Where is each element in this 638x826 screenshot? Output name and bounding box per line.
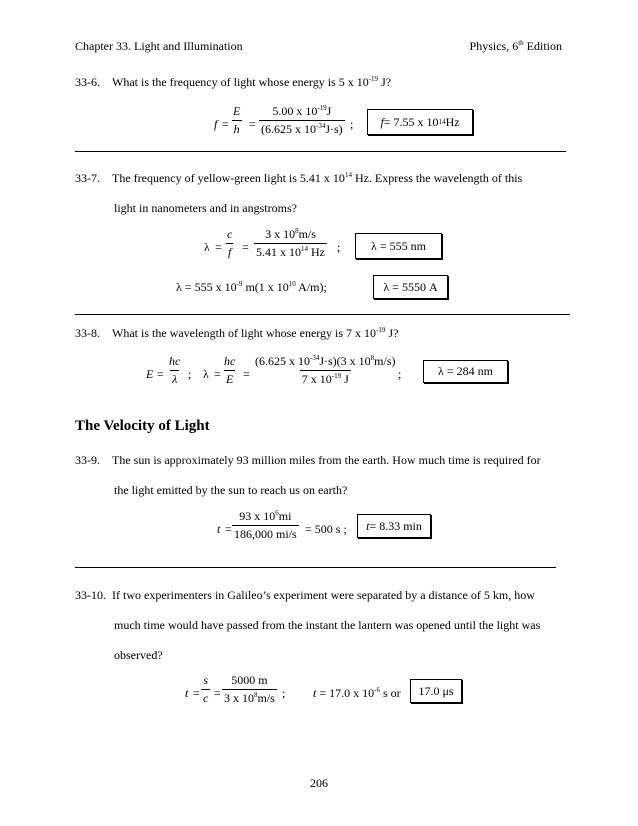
angstrom-conversion: λ = 555 x $10^{-9}$ m(1 x $10^{10}$ A/m);: [176, 280, 327, 294]
fraction-wavelength-computation: $\frac{(6.625 x 10^{-34}J\cdot s)(3 x 10^8m/s)}{7 x 10^{-19} J}$: [255, 354, 396, 386]
problem-33-8-question: 33-8. What is the wavelength of light whose energy is 7 x $10^{-19}$ J?: [75, 326, 399, 340]
page-number: 206: [310, 776, 328, 790]
fraction-energy-over-planck: $\frac{5.00 x 10^{-19}J}{(6.625 x 10^{-34}J\cdot s)}$: [261, 104, 343, 136]
problem-33-10-question-line3: observed?: [114, 648, 163, 662]
problem-33-10-question-line1: 33-10. If two experimenters in Galileo’s experiment were separated by a distance of 5 km, how: [75, 588, 535, 602]
fraction-c-over-frequency: $\frac{3 x 10^8m/s}{5.41 x 10^{14} Hz}$: [256, 227, 325, 259]
fraction-hc-over-lambda: $\frac{hc}{\lambda}$: [169, 354, 181, 386]
problem-number: 33-7.: [75, 171, 100, 185]
problem-33-7-question-line1: 33-7. The frequency of yellow-green light is 5.41 x $10^{14}$ Hz. Express the wavelength of this: [75, 171, 523, 185]
fraction-distance-over-speed: $\frac{93 x 10^6mi}{186,000 mi/s}$: [234, 509, 297, 541]
problem-33-7-question-line2: light in nanometers and in angstroms?: [114, 201, 297, 215]
problem-number: 33-10.: [75, 588, 106, 602]
problem-number: 33-6.: [75, 75, 100, 89]
answer-box-33-9: t = 8.33 min: [357, 514, 431, 538]
problem-33-9-question-line1: 33-9. The sun is approximately 93 million miles from the earth. How much time is required for: [75, 453, 541, 467]
fraction-c-over-f: $\frac{c}{f}$: [227, 227, 233, 259]
time-result: t = 17.0 x $10^{-6}$ s or: [313, 686, 401, 700]
fraction-s-over-c: $\frac{s}{c}$: [203, 673, 209, 705]
fraction-distance-over-light-speed: $\frac{5000 m}{3 x 10^8m/s}$: [224, 673, 275, 705]
divider: [75, 567, 556, 568]
section-heading: The Velocity of Light: [75, 418, 210, 434]
problem-33-6-question: 33-6. What is the frequency of light whose energy is 5 x $10^{-19}$ J?: [75, 75, 392, 89]
answer-box-33-7-nm: λ = 555 nm: [355, 233, 442, 259]
answer-box-33-7-angstrom: λ = 5550 A: [373, 275, 448, 299]
problem-number: 33-8.: [75, 326, 100, 340]
fraction-E-over-h: $\frac{E}{h}$: [233, 104, 241, 136]
chapter-title: Chapter 33. Light and Illumination: [75, 39, 243, 53]
problem-number: 33-9.: [75, 453, 100, 467]
divider: [75, 314, 570, 315]
problem-33-9-question-line2: the light emitted by the sun to reach us on earth?: [114, 483, 348, 497]
problem-33-10-question-line2: much time would have passed from the instant the lantern was opened until the light was: [114, 618, 541, 632]
answer-box-33-10: 17.0 μs: [410, 679, 462, 703]
divider: [75, 151, 566, 152]
book-title: Physics, 6th Edition: [469, 39, 562, 53]
answer-box-33-8: λ = 284 nm: [423, 360, 508, 383]
answer-box-33-6: f = 7.55 x 10 14 Hz: [367, 109, 473, 135]
fraction-hc-over-E: $\frac{hc}{E}$: [224, 354, 236, 386]
